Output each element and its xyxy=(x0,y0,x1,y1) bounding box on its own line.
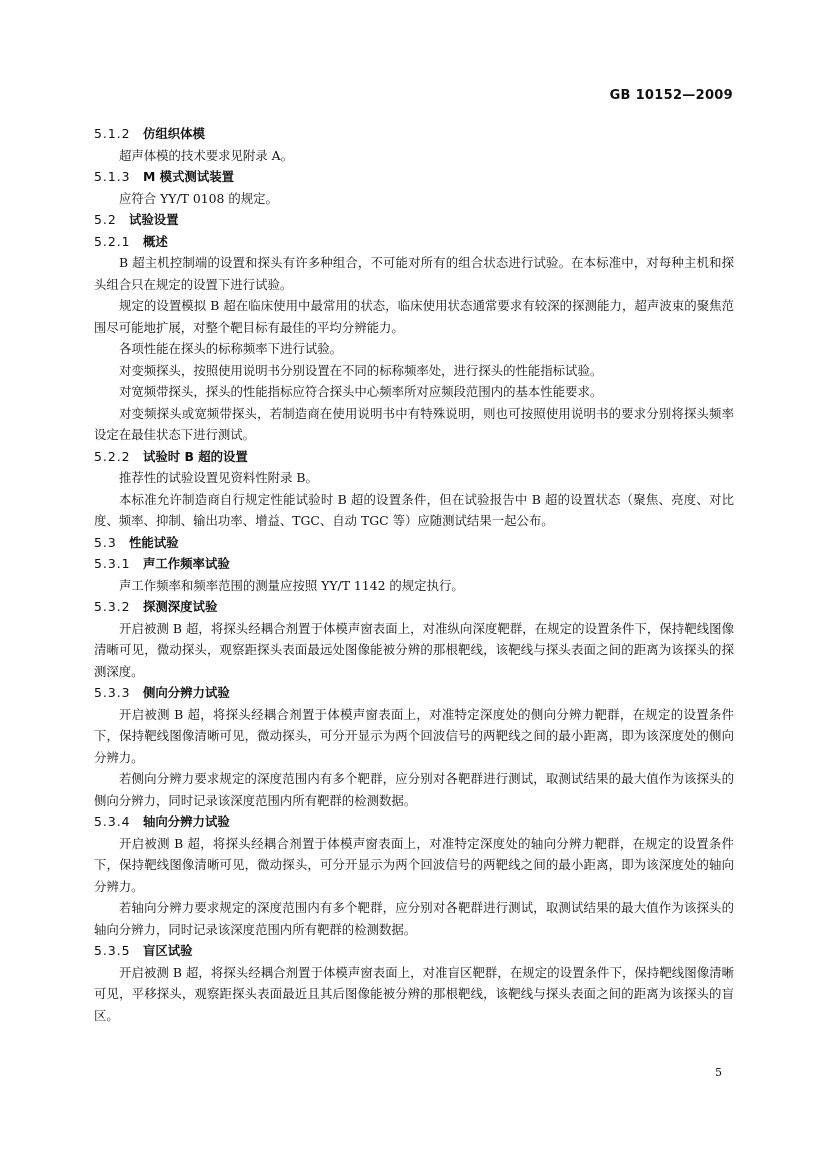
section-title: 概述 xyxy=(143,233,168,249)
section-number: 5.1.3 xyxy=(94,169,131,184)
page-number: 5 xyxy=(715,1066,722,1079)
section-heading-5-3-2 xyxy=(94,596,734,618)
paragraph: 对变频探头或宽频带探头，若制造商在使用说明书中有特殊说明，则也可按照使用说明书的要求分别将探头频率设定在最佳状态下进行测试。 xyxy=(94,405,734,442)
section-title: M 模式测试装置 xyxy=(143,169,234,184)
section-heading-5-3-5 xyxy=(94,940,734,962)
section-heading-5-1-3 xyxy=(94,166,734,188)
section-title: 侧向分辨力试验 xyxy=(143,685,230,700)
paragraph: 规定的设置模拟 B 超在临床使用中最常用的状态，临床使用状态通常要求有较深的探测能力，超声波束的聚焦范围尽可能地扩展，对整个靶目标有最佳的平均分辨能力。 xyxy=(94,298,734,335)
paragraph: 开启被测 B 超，将探头经耦合剂置于体模声窗表面上，对准纵向深度靶群，在规定的设置条件下，保持靶线图像清晰可见，微动探头，观察距探头表面最远处图像能被分辨的那根靶线，该靶线与探头表面之间的距离为该探头的探测深度。 xyxy=(94,620,734,679)
section-title: 声工作频率试验 xyxy=(143,556,230,571)
section-heading-5-2 xyxy=(94,209,734,231)
section-title: 仿组织体模 xyxy=(143,126,205,141)
paragraph: 各项性能在探头的标称频率下进行试验。 xyxy=(119,341,343,356)
section-title: 探测深度试验 xyxy=(143,599,218,614)
section-number: 5.3.1 xyxy=(94,556,131,571)
section-number: 5.3.5 xyxy=(94,943,131,958)
paragraph: 开启被测 B 超，将探头经耦合剂置于体模声窗表面上，对准特定深度处的轴向分辨力靶群，在规定的设置条件下，保持靶线图像清晰可见，微动探头，可分开显示为两个回波信号的两靶线之间的最小距离，即为该深度处的轴向分辨力。 xyxy=(94,835,734,894)
section-title: 轴向分辨力试验 xyxy=(143,814,230,829)
section-heading-5-1-2 xyxy=(94,123,734,145)
section-heading-5-2-2 xyxy=(94,446,734,468)
section-number: 5.2.2 xyxy=(94,448,131,464)
section-number: 5.3 xyxy=(94,534,117,550)
section-title: 试验时 B 超的设置 xyxy=(143,448,248,464)
document-body xyxy=(94,123,734,1026)
paragraph: 若侧向分辨力要求规定的深度范围内有多个靶群，应分别对各靶群进行测试，取测试结果的最大值作为该探头的侧向分辨力，同时记录该深度范围内所有靶群的检测数据。 xyxy=(94,771,734,808)
section-heading-5-2-1 xyxy=(94,231,734,253)
paragraph: 对变频探头，按照使用说明书分别设置在不同的标称频率处，进行探头的性能指标试验。 xyxy=(119,362,603,378)
paragraph: 超声体模的技术要求见附录 A。 xyxy=(119,147,293,163)
section-title: 盲区试验 xyxy=(143,943,193,958)
section-title: 性能试验 xyxy=(129,534,179,550)
section-number: 5.3.2 xyxy=(94,599,131,614)
section-number: 5.2 xyxy=(94,212,117,227)
section-number: 5.3.3 xyxy=(94,685,131,700)
paragraph: B 超主机控制端的设置和探头有许多种组合，不可能对所有的组合状态进行试验。在本标准中，对每种主机和探头组合只在规定的设置下进行试验。 xyxy=(94,255,734,292)
paragraph: 声工作频率和频率范围的测量应按照 YY/T 1142 的规定执行。 xyxy=(119,577,464,593)
standard-code-header: GB 10152—2009 xyxy=(609,88,733,103)
section-number: 5.2.1 xyxy=(94,233,131,249)
section-number: 5.3.4 xyxy=(94,814,131,829)
paragraph: 应符合 YY/T 0108 的规定。 xyxy=(119,190,278,206)
paragraph: 推荐性的试验设置见资料性附录 B。 xyxy=(119,470,318,485)
section-heading-5-3 xyxy=(94,532,734,554)
section-title: 试验设置 xyxy=(129,212,179,227)
paragraph: 若轴向分辨力要求规定的深度范围内有多个靶群，应分别对各靶群进行测试，取测试结果的最大值作为该探头的轴向分辨力，同时记录该深度范围内所有靶群的检测数据。 xyxy=(94,900,734,937)
paragraph: 开启被测 B 超，将探头经耦合剂置于体模声窗表面上，对准特定深度处的侧向分辨力靶群，在规定的设置条件下，保持靶线图像清晰可见，微动探头，可分开显示为两个回波信号的两靶线之间的最小距离，即为该深度处的侧向分辨力。 xyxy=(94,706,734,765)
section-heading-5-3-3 xyxy=(94,682,734,704)
paragraph: 本标准允许制造商自行规定性能试验时 B 超的设置条件，但在试验报告中 B 超的设置状态（聚焦、亮度、对比度、频率、抑制、输出功率、增益、TGC、自动 TGC 等）应随测试结果一起公布。 xyxy=(94,491,734,528)
paragraph: 开启被测 B 超，将探头经耦合剂置于体模声窗表面上，对准盲区靶群，在规定的设置条件下，保持靶线图像清晰可见，平移探头，观察距探头表面最近且其后图像能被分辨的那根靶线，该靶线与探头表面之间的距离为该探头的盲区。 xyxy=(94,964,734,1023)
section-heading-5-3-4 xyxy=(94,811,734,833)
section-number: 5.1.2 xyxy=(94,126,131,141)
paragraph: 对宽频带探头，探头的性能指标应符合探头中心频率所对应频段范围内的基本性能要求。 xyxy=(119,384,603,399)
section-heading-5-3-1 xyxy=(94,553,734,575)
